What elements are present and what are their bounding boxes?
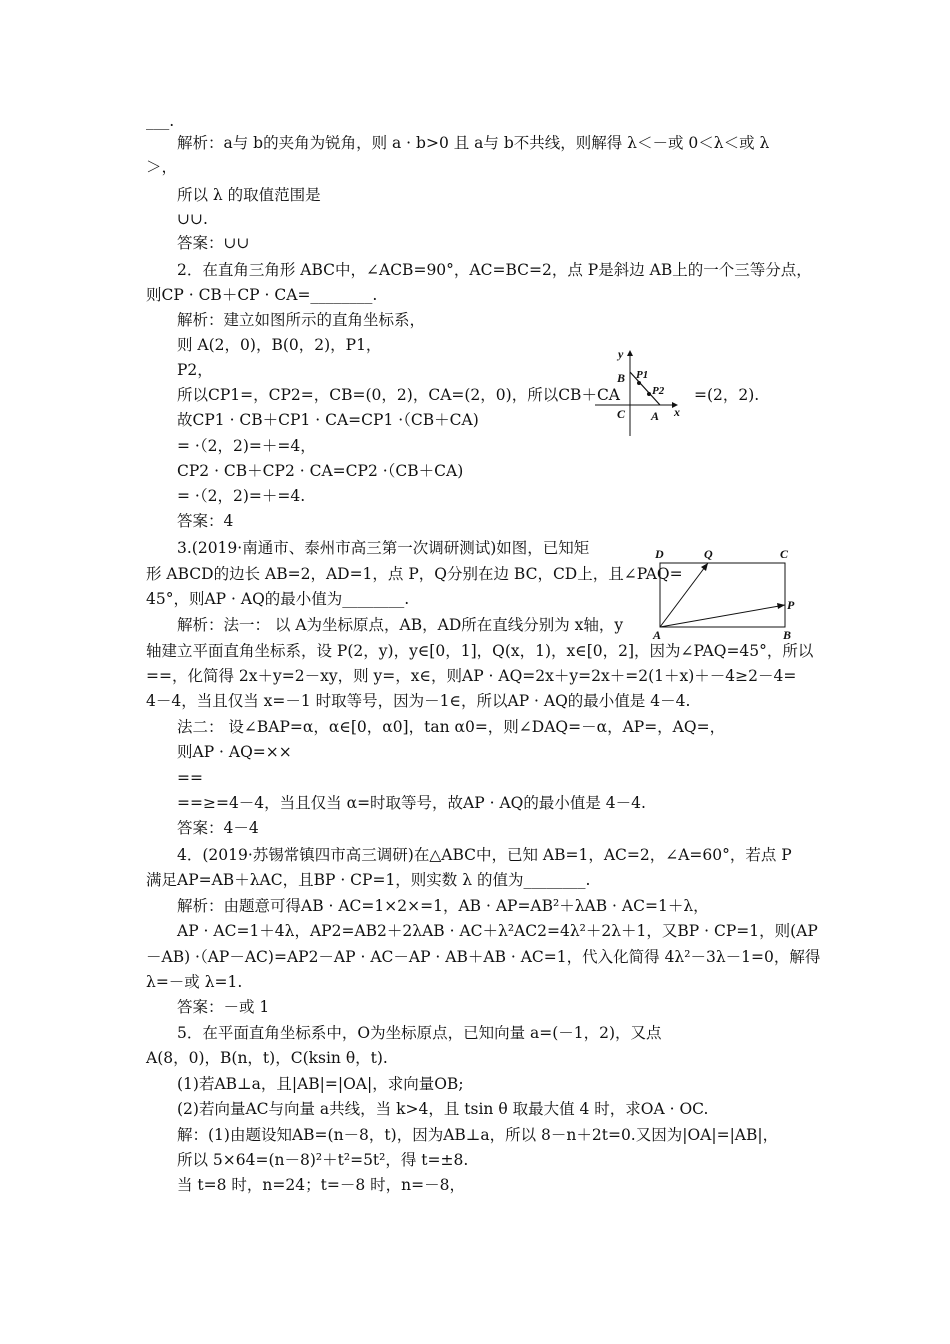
- text-line: 轴建立平面直角坐标系，设 P(2，y)，y∈[0，1]，Q(x，1)，x∈[0，2]，因为∠PAQ=45°，所以: [146, 642, 814, 660]
- text-line: ＞，: [146, 158, 178, 176]
- label-p2: P2: [652, 385, 665, 397]
- text-line: 4－4，当且仅当 x=－1 时取等号，因为－1∈，所以AP · AQ的最小值是 4－4.: [146, 692, 691, 710]
- text-line: = ·（2，2)=＋=4.: [177, 487, 306, 505]
- text-line: 形 ABCD的边长 AB=2，AD=1，点 P，Q分别在边 BC，CD上，且∠PAQ=: [146, 565, 683, 583]
- label-p: P: [787, 598, 795, 612]
- label-b: B: [783, 628, 792, 642]
- rectangle-figure: [646, 545, 806, 645]
- vector-aq: [660, 563, 708, 627]
- text-line: 满足AP=AB＋λAC，且BP · CP=1，则实数 λ 的值为________.: [146, 871, 591, 889]
- point-p1: [637, 381, 641, 385]
- text-line: 法二： 设∠BAP=α，α∈[0，α0]，tan α0=，则∠DAQ=－α，AP=，AQ=，: [177, 718, 726, 736]
- text-line: 故CP1 · CB＋CP1 · CA=CP1 ·（CB＋CA): [177, 411, 479, 429]
- coordinate-figure: [592, 342, 692, 442]
- point-p2: [647, 392, 651, 396]
- text-line: 答案：∪∪: [177, 234, 250, 252]
- text-line: 所以 λ 的取值范围是: [177, 186, 321, 204]
- text-line: (1)若AB⊥a，且|AB|=|OA|，求向量OB;: [177, 1075, 464, 1093]
- label-q: Q: [704, 547, 713, 561]
- text-line: 2．在直角三角形 ABC中，∠ACB=90°，AC=BC=2，点 P是斜边 AB上的一个三等分点，: [177, 261, 812, 279]
- text-line: ==，化简得 2x＋y=2－xy，则 y=，x∈，则AP · AQ=2x＋y=2x＋=2(1＋x)＋－4≥2－4=: [146, 667, 797, 685]
- text-line: ∪∪.: [177, 210, 208, 228]
- text-line: 4．(2019·苏锡常镇四市高三调研)在△ABC中，已知 AB=1，AC=2，∠A=60°，若点 P: [177, 846, 792, 864]
- text-line: 所以 5×64=(n－8)²＋t²=5t²，得 t=±8.: [177, 1151, 469, 1169]
- label-b: B: [617, 371, 626, 385]
- text-line: ==≥=4－4，当且仅当 α=时取等号，故AP · AQ的最小值是 4－4.: [177, 794, 646, 812]
- label-a: A: [653, 628, 662, 642]
- text-line: AP · AC=1＋4λ，AP2=AB2＋2λAB · AC＋λ²AC2=4λ²＋2λ＋1，又BP · CP=1，则(AP: [177, 922, 818, 940]
- label-p1: P1: [636, 369, 649, 381]
- text-line: (2)若向量AC与向量 a共线，当 k>4，且 tsin θ 取最大值 4 时，求OA · OC.: [177, 1100, 709, 1118]
- text-line: 所以CP1=，CP2=，CB=(0，2)，CA=(2，0)，所以CB＋CA: [177, 386, 620, 404]
- text-line: A(8，0)，B(n，t)，C(ksin θ，t).: [146, 1049, 388, 1067]
- text-line: 解析：a与 b的夹角为锐角，则 a · b>0 且 a与 b不共线，则解得 λ＜－或 0＜λ＜或 λ: [177, 134, 770, 152]
- text-line: 答案：－或 1: [177, 998, 270, 1016]
- label-a: A: [651, 409, 660, 423]
- text-line: 5．在平面直角坐标系中，O为坐标原点，已知向量 a=(－1，2)，又点: [177, 1024, 662, 1042]
- text-line: 解析：法一： 以 A为坐标原点，AB，AD所在直线分别为 x轴，y: [177, 616, 624, 634]
- text-line: 则 A(2，0)，B(0，2)，P1，: [177, 336, 382, 354]
- text-line: =(2，2).: [694, 386, 760, 404]
- text-line: CP2 · CB＋CP2 · CA=CP2 ·（CB＋CA): [177, 462, 464, 480]
- text-line: 则CP · CB＋CP · CA=________.: [146, 286, 378, 304]
- text-line: 45°，则AP · AQ的最小值为________.: [146, 590, 410, 608]
- x-axis-label: x: [674, 405, 680, 419]
- text-line: 3.(2019·南通市、泰州市高三第一次调研测试)如图，已知矩: [177, 539, 590, 557]
- y-axis-label: y: [618, 347, 624, 361]
- rectangle-abcd: [660, 563, 785, 627]
- text-line: λ=－或 λ=1.: [146, 973, 243, 991]
- vector-ap-arrow: [777, 603, 785, 609]
- text-line: 答案：4: [177, 512, 234, 530]
- text-line: ==: [177, 769, 203, 787]
- label-d: D: [655, 547, 664, 561]
- text-line: 则AP · AQ=××: [177, 743, 292, 761]
- y-axis-arrow: [627, 350, 633, 356]
- text-line: = ·（2，2)=＋=4，: [177, 437, 316, 455]
- text-line: －AB) ·（AP－AC)=AP2－AP · AC－AP · AB＋AB · AC=1，代入化简得 4λ²－3λ－1=0，解得: [146, 948, 821, 966]
- text-line: 答案：4－4: [177, 819, 259, 837]
- vector-aq-arrow: [701, 563, 708, 571]
- text-line: P2，: [177, 361, 213, 379]
- label-c: C: [780, 547, 789, 561]
- text-line: 当 t=8 时，n=24；t=－8 时，n=－8，: [177, 1176, 465, 1194]
- text-line: 解析：由题意可得AB · AC=1×2×=1，AB · AP=AB²＋λAB · AC=1＋λ，: [177, 897, 709, 915]
- text-line: ___.: [146, 112, 175, 130]
- text-line: 解：(1)由题设知AB=(n－8，t)，因为AB⊥a，所以 8－n＋2t=0.又因为|OA|=|AB|，: [177, 1126, 779, 1144]
- text-line: 解析：建立如图所示的直角坐标系，: [177, 311, 426, 329]
- label-c: C: [617, 407, 626, 421]
- vector-ap: [660, 605, 785, 627]
